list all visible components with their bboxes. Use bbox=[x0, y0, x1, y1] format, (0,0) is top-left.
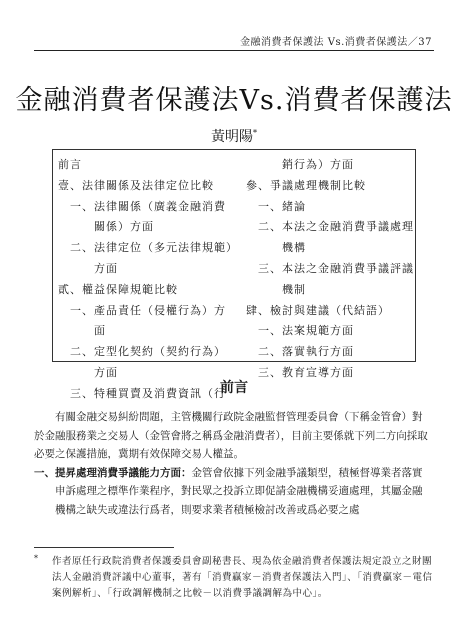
toc-line: 參、爭議處理機制比較 bbox=[246, 178, 366, 192]
toc-line: 肆、檢討與建議（代結語） bbox=[246, 303, 390, 317]
footnote-text: 作者原任行政院消費者保護委員會副秘書長、現為依金融消費者保護法規定設立之財團法人金融消費評議中心董事，著有「消費贏家－消費者保護法入門」、「消費贏家－電信案例解析」、「行政調解機制之比較－以消費爭議調解為中心」。 bbox=[52, 556, 433, 599]
toc-line: 一、產品責任（侵權行為）方 bbox=[58, 303, 226, 317]
toc-left-column bbox=[58, 155, 238, 405]
toc-line: 三、特種買賣及消費資訊（行 bbox=[58, 386, 226, 400]
toc-line: 關係）方面 bbox=[58, 220, 154, 234]
toc-line: 機制 bbox=[246, 282, 306, 296]
intro-paragraph: 有關金融交易糾紛問題，主管機關行政院金融監督管理委員會（下稱金管會）對於金融服務業之交易人（金管會將之稱爲金融消費者），目前主要係就下列二方向採取必要之保護措施，冀期有效保障交易人權益。 bbox=[34, 411, 428, 460]
toc-line: 二、落實執行方面 bbox=[246, 345, 354, 359]
body-text bbox=[34, 408, 432, 519]
toc-line: 方面 bbox=[58, 365, 118, 379]
toc-line: 二、本法之金融消費爭議處理 bbox=[246, 220, 414, 234]
toc-line: 一、法案規範方面 bbox=[246, 324, 354, 338]
toc-line: 前言 bbox=[58, 158, 82, 171]
toc-line: 壹、法律關係及法律定位比較 bbox=[58, 178, 214, 192]
footnote-rule bbox=[34, 547, 174, 548]
item-label: 一、提昇處理消費爭議能力方面： bbox=[34, 466, 192, 479]
author-line bbox=[0, 126, 468, 146]
article-title: 金融消費者保護法Vs.消費者保護法 bbox=[15, 85, 453, 116]
section-heading: 前言 bbox=[220, 380, 248, 396]
toc-line: 方面 bbox=[58, 261, 118, 275]
table-of-contents bbox=[52, 149, 416, 400]
toc-right-column bbox=[246, 155, 414, 384]
footnote-mark: * bbox=[34, 554, 39, 563]
toc-line: 銷行為）方面 bbox=[246, 158, 354, 171]
toc-line: 面 bbox=[58, 324, 106, 338]
toc-line: 三、本法之金融消費爭議評議 bbox=[246, 261, 414, 275]
item-text: 金管會依據下列金融爭議類型，積極督導業者落實申訴處理之標準作業程序，對民眾之投訴立即促請金融機構妥適處理，其屬金融機構之缺失或違法行爲者，則要求業者積極檢討改善或爲必要之處 bbox=[55, 466, 423, 516]
toc-line: 貳、權益保障規範比較 bbox=[58, 282, 178, 296]
author-footnote-mark: * bbox=[253, 128, 257, 138]
toc-line: 三、教育宣導方面 bbox=[246, 365, 354, 379]
footnote bbox=[34, 554, 434, 602]
list-item bbox=[34, 464, 432, 520]
running-head: 金融消費者保護法 Vs.消費者保護法／37 bbox=[240, 37, 432, 48]
header-rule bbox=[34, 50, 434, 51]
toc-line: 二、定型化契約（契約行為） bbox=[58, 345, 226, 359]
toc-line: 一、緒論 bbox=[246, 199, 306, 213]
toc-line: 一、法律關係（廣義金融消費 bbox=[58, 199, 226, 213]
toc-line: 機構 bbox=[246, 241, 306, 255]
author-name: 黃明陽 bbox=[211, 129, 253, 145]
toc-line: 二、法律定位（多元法律規範） bbox=[58, 241, 238, 255]
